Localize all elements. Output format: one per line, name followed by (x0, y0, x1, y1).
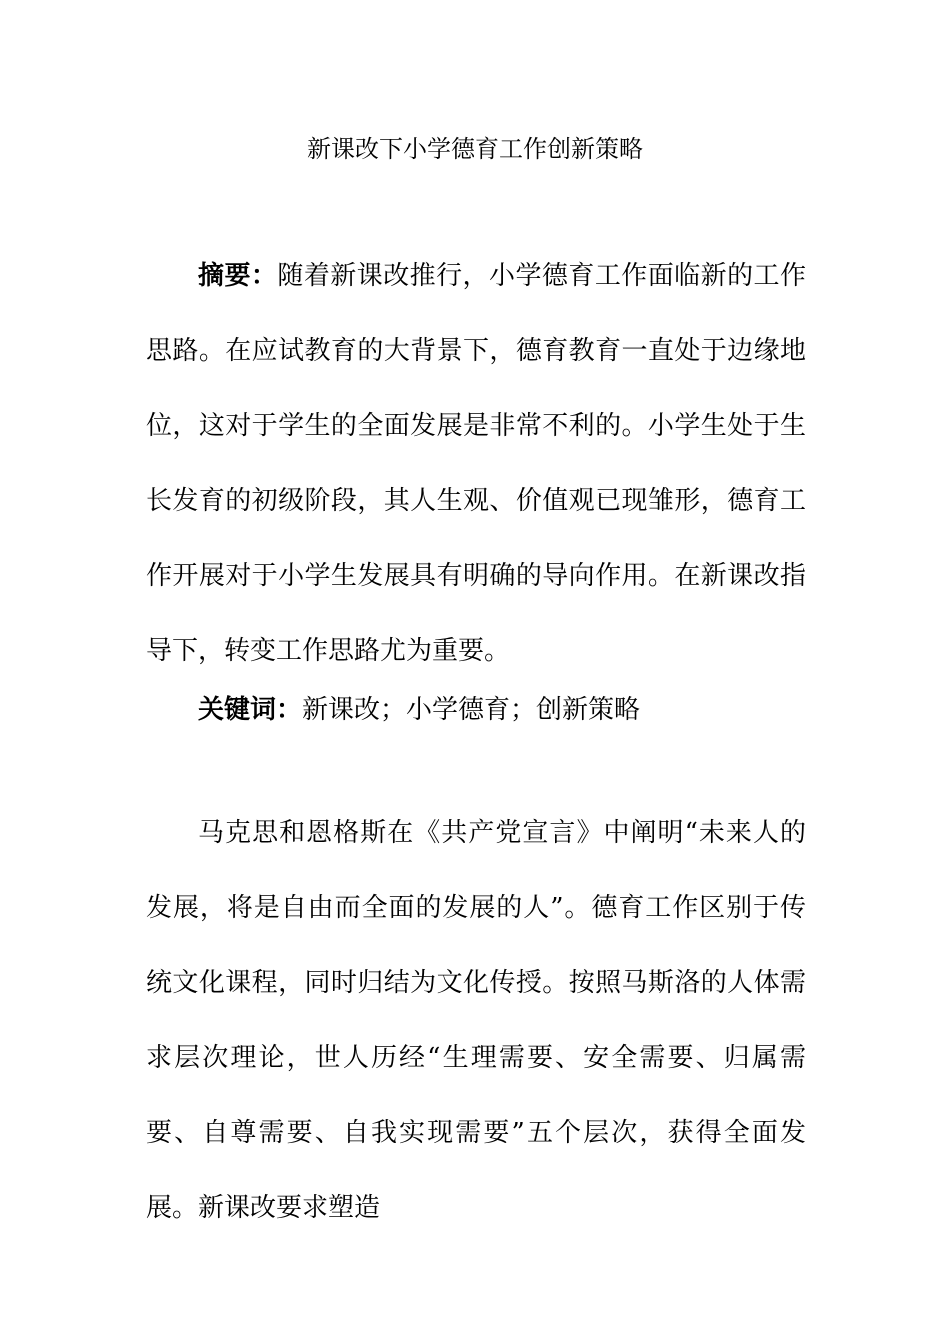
abstract-text: 随着新课改推行，小学德育工作面临新的工作思路。在应试教育的大背景下，德育教育一直处于边缘地位，这对于学生的全面发展是非常不利的。小学生处于生长发育的初级阶段，其人生观、价值观已现雏形，德育工作开展对于小学生发展具有明确的导向作用。在新课改指导下，转变工作思路尤为重要。 (146, 261, 806, 666)
keywords-text: 新课改；小学德育；创新策略 (302, 695, 641, 725)
keywords-line (146, 690, 806, 730)
abstract-paragraph (146, 239, 806, 689)
page-title: 新课改下小学德育工作创新策略 (307, 135, 643, 163)
keywords-label: 关键词： (198, 695, 303, 725)
body-paragraph: 马克思和恩格斯在《共产党宣言》中阐明“未来人的发展，将是自由而全面的发展的人”。德育工作区别于传统文化课程，同时归结为文化传授。按照马斯洛的人体需求层次理论，世人历经“生理需要、安全需要、归属需要、自尊需要、自我实现需要”五个层次，获得全面发展。新课改要求塑造 (146, 818, 806, 1223)
abstract-label: 摘要： (198, 261, 278, 291)
